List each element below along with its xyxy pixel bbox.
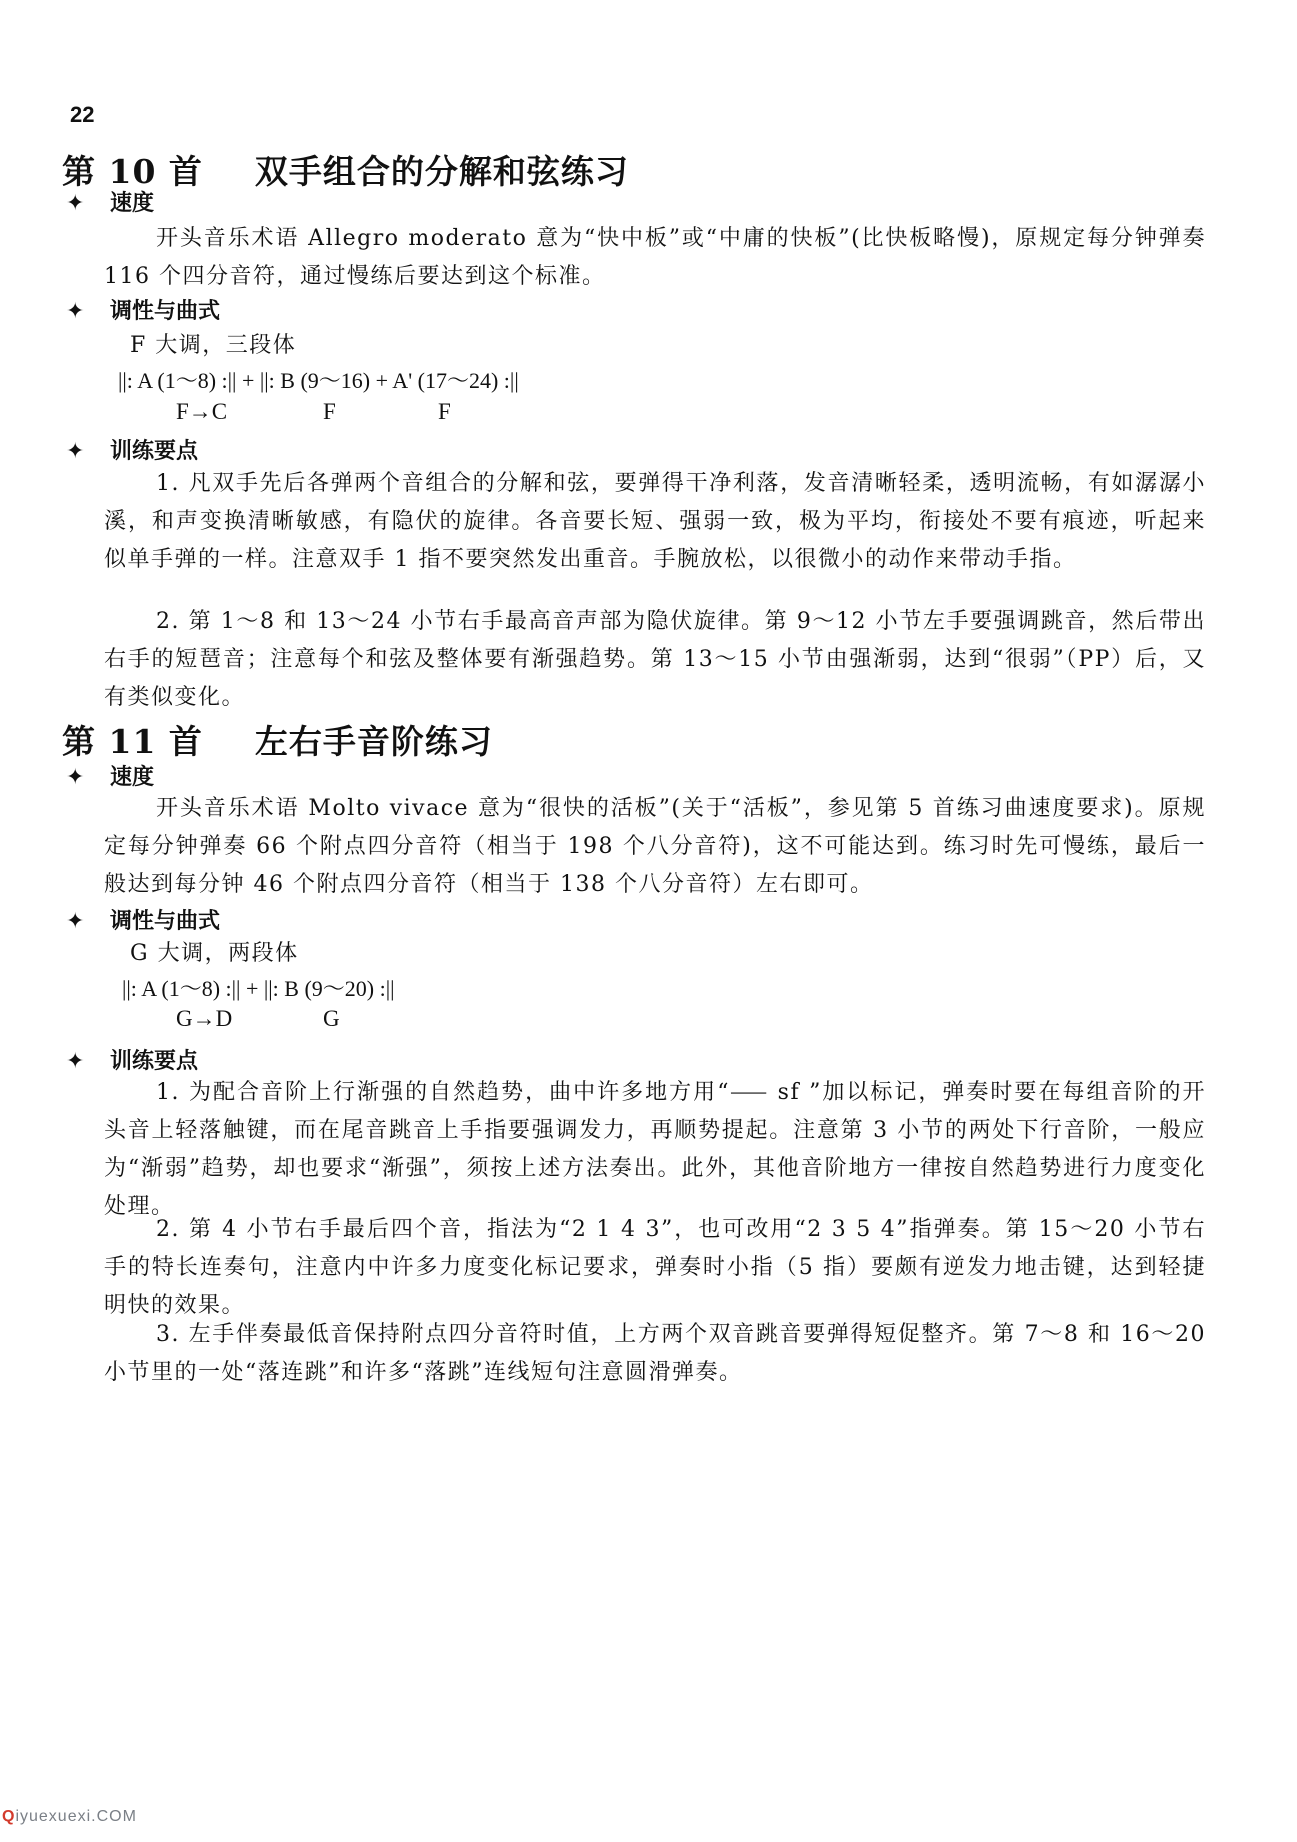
section-10-speed-text: 开头音乐术语 Allegro moderato 意为“快中板”或“中庸的快板”(比快板略慢)，原规定每分钟弹奏 116 个四分音符，通过慢练后要达到这个标准。 <box>104 226 1206 289</box>
section-10-key-3: F <box>438 399 451 424</box>
section-11-key-2: G <box>323 1006 340 1031</box>
footer-watermark: Qiyuexuexi.COM <box>2 1808 137 1825</box>
section-10-points-heading: ✦ 训练要点 <box>66 439 199 464</box>
section-11-key-line: G 大调，两段体 <box>130 941 299 966</box>
section-11-speed-heading: ✦ 速度 <box>66 765 155 790</box>
section-11-point-1: 1. 为配合音阶上行渐强的自然趋势，曲中许多地方用“⸺ sf ”加以标记，弹奏时要在每组音阶的开头音上轻落触键，而在尾音跳音上手指要强调发力，再顺势提起。注意第 3 小节的两处下行音阶，一般应为“渐弱”趋势，却也要求“渐强”，须按上述方法奏出。此外，其他音阶地方一律按自然趋势进行力度变化处理。 <box>104 1080 1206 1219</box>
bullet-star-icon: ✦ <box>66 909 85 934</box>
section-10-key-1: F→C <box>176 399 228 424</box>
section-11-number: 第 11 首 <box>62 722 203 761</box>
section-10-number: 第 10 首 <box>62 152 203 191</box>
bullet-star-icon: ✦ <box>66 191 85 216</box>
section-11-points-heading: ✦ 训练要点 <box>66 1049 199 1074</box>
bullet-star-icon: ✦ <box>66 765 85 790</box>
section-10-speed-heading: ✦ 速度 <box>66 191 155 216</box>
section-10-key-2: F <box>323 399 336 424</box>
section-11-key-heading: ✦ 调性与曲式 <box>66 909 221 934</box>
bullet-star-icon: ✦ <box>66 1049 85 1074</box>
page-number: 22 <box>70 102 95 127</box>
section-10-key-heading: ✦ 调性与曲式 <box>66 299 221 324</box>
section-11-point-3: 3. 左手伴奏最低音保持附点四分音符时值，上方两个双音跳音要弹得短促整齐。第 7～8 和 16～20 小节里的一处“落连跳”和许多“落跳”连线短句注意圆滑弹奏。 <box>104 1322 1206 1385</box>
section-11-title <box>62 716 493 763</box>
section-10-key-line: F 大调，三段体 <box>130 333 297 358</box>
section-10-name: 双手组合的分解和弦练习 <box>254 152 629 191</box>
section-11-point-2: 2. 第 4 小节右手最后四个音，指法为“2 1 4 3”，也可改用“2 3 5 4”指弹奏。第 15～20 小节右手的特长连奏句，注意内中许多力度变化标记要求，弹奏时小指（5 指）要颇有逆发力地击键，达到轻捷明快的效果。 <box>104 1217 1206 1318</box>
section-11-name: 左右手音阶练习 <box>254 722 493 761</box>
bullet-star-icon: ✦ <box>66 439 85 464</box>
section-10-form-line: ||: A (1～8) :|| + ||: B (9～16) + A' (17～24) :|| <box>118 368 519 393</box>
section-10-point-2: 2. 第 1～8 和 13～24 小节右手最高音声部为隐伏旋律。第 9～12 小节左手要强调跳音，然后带出右手的短琶音；注意每个和弦及整体要有渐强趋势。第 13～15 小节由强渐弱，达到“很弱”（PP）后，又有类似变化。 <box>104 609 1206 710</box>
section-11-speed-text: 开头音乐术语 Molto vivace 意为“很快的活板”(关于“活板”，参见第 5 首练习曲速度要求)。原规定每分钟弹奏 66 个附点四分音符（相当于 198 个八分音符)，这不可能达到。练习时先可慢练，最后一般达到每分钟 46 个附点四分音符（相当于 138 个八分音符）左右即可。 <box>104 796 1206 897</box>
section-11-key-1: G→D <box>176 1006 233 1031</box>
section-11-form-line: ||: A (1～8) :|| + ||: B (9～20) :|| <box>122 976 395 1001</box>
section-10-point-1: 1. 凡双手先后各弹两个音组合的分解和弦，要弹得干净利落，发音清晰轻柔，透明流畅，有如潺潺小溪，和声变换清晰敏感，有隐伏的旋律。各音要长短、强弱一致，极为平均，衔接处不要有痕迹，听起来似单手弹的一样。注意双手 1 指不要突然发出重音。手腕放松，以很微小的动作来带动手指。 <box>104 471 1206 572</box>
bullet-star-icon: ✦ <box>66 299 85 324</box>
